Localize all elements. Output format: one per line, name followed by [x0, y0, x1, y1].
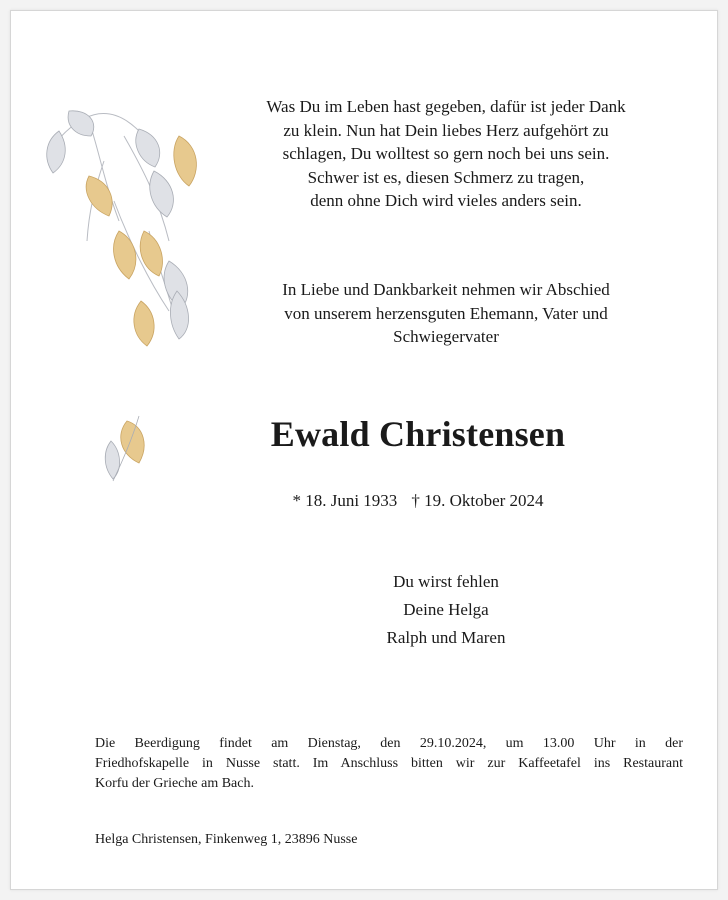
intro-line: In Liebe und Dankbarkeit nehmen wir Abschied [282, 280, 610, 299]
funeral-line: Die Beerdigung findet am Dienstag, den 29.10.2024, um 13.00 Uhr in der [95, 736, 683, 751]
poem-line: zu klein. Nun hat Dein liebes Herz aufgehört zu [283, 120, 609, 140]
deceased-name: Ewald Christensen [270, 414, 566, 454]
mourner-line: Deine Helga [403, 600, 489, 619]
mourner-line: Ralph und Maren [386, 628, 506, 647]
poem-line: Schwer ist es, diesen Schmerz zu tragen, [307, 167, 585, 187]
life-dates [131, 491, 705, 511]
death-date: † 19. Oktober 2024 [411, 491, 544, 510]
mourners [211, 568, 681, 652]
obituary-card [10, 10, 718, 890]
mourner-line: Du wirst fehlen [393, 572, 499, 591]
contact-address: Helga Christensen, Finkenweg 1, 23896 Nusse [95, 832, 358, 847]
intro-line: Schwiegervater [393, 327, 499, 346]
birth-date: * 18. Juni 1933 [292, 491, 398, 510]
poem-line: Was Du im Leben hast gegeben, dafür ist jeder Dank [266, 97, 626, 116]
funeral-line: Friedhofskapelle in Nusse statt. Im Anschluss bitten wir zur Kaffeetafel ins Restaurant [95, 756, 683, 771]
poem-line: schlagen, Du wolltest so gern noch bei uns sein. [282, 144, 610, 163]
funeral-line: Korfu der Grieche am Bach. [95, 776, 254, 791]
funeral-notice [95, 734, 683, 794]
intro-line: von unserem herzensguten Ehemann, Vater und [284, 303, 608, 323]
poem [211, 95, 681, 213]
farewell-intro [211, 278, 681, 349]
poem-line: denn ohne Dich wird vieles anders sein. [310, 191, 582, 210]
